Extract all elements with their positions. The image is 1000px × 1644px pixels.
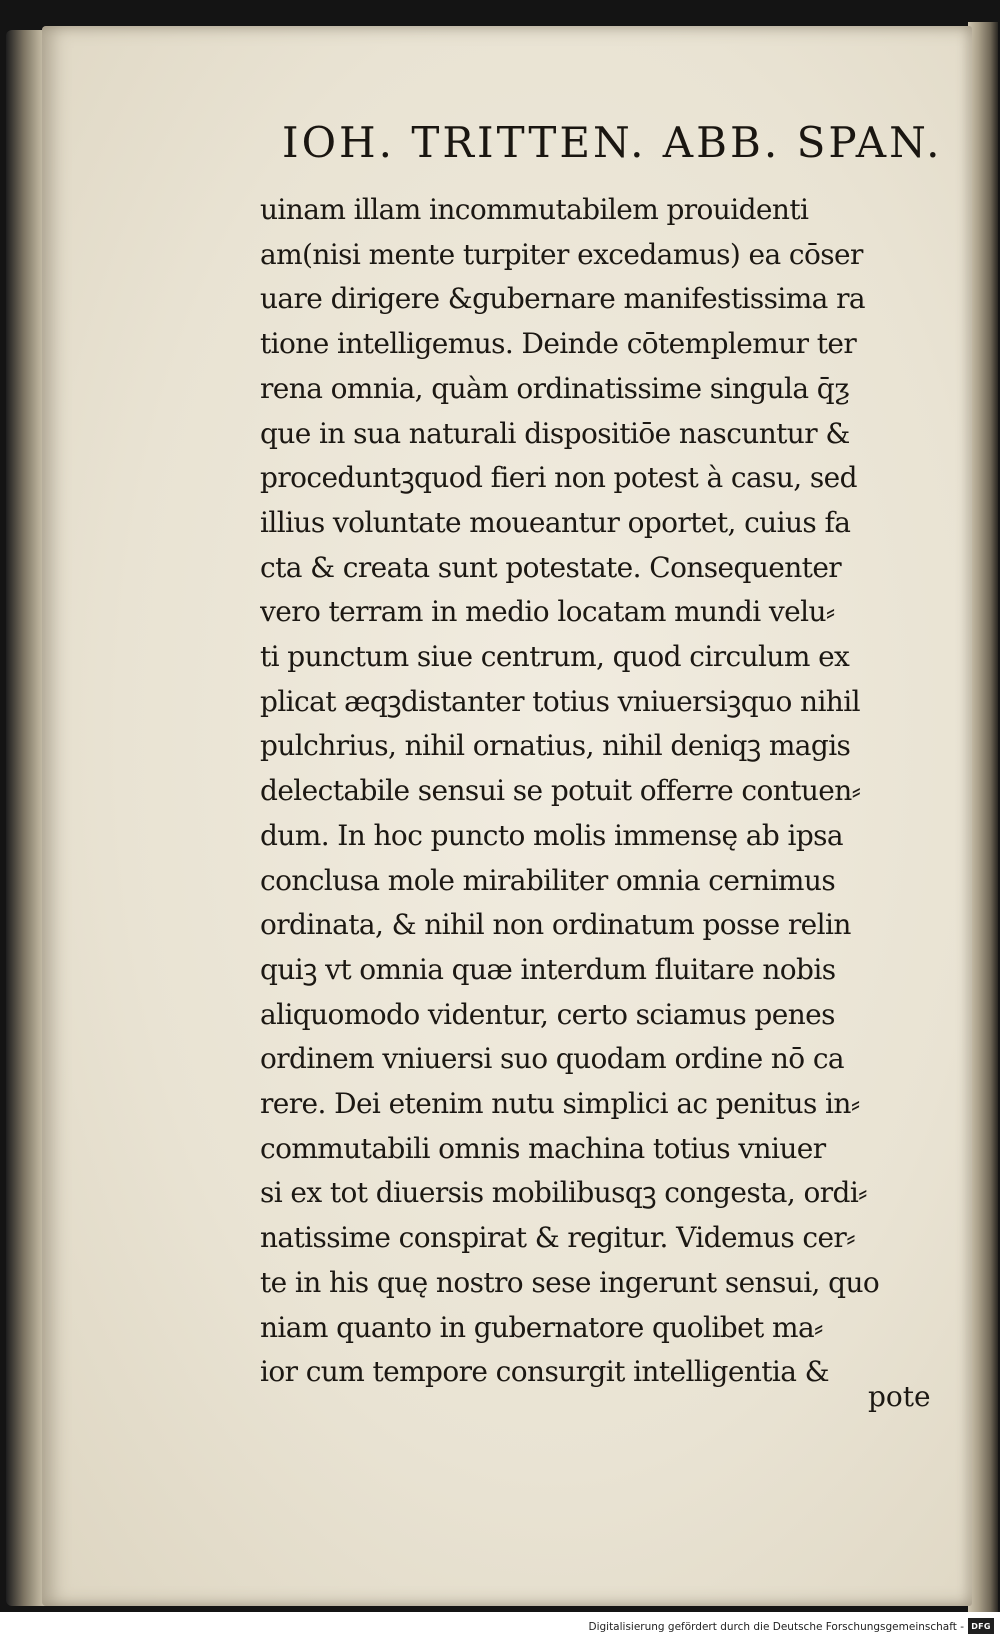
text-line: vero terram in medio locatam mundi velu⸗ (260, 595, 835, 629)
text-line: uinam illam incommutabilem prouidenti (260, 193, 809, 226)
text-line: ordinata, & nihil non ordinatum posse relin (260, 908, 851, 942)
funding-note: Digitalisierung gefördert durch die Deutsche Forschungsgemeinschaft - (588, 1621, 964, 1633)
binding-edge (6, 30, 46, 1606)
text-line: niam quanto in gubernatore quolibet ma⸗ (260, 1310, 823, 1344)
body-text (260, 188, 950, 1395)
text-line: ti punctum siue centrum, quod circulum ex (260, 640, 850, 674)
text-line: tione intelligemus. Deinde cōtemplemur ter (260, 327, 857, 361)
text-line: ior cum tempore consurgit intelligentia & (260, 1355, 829, 1389)
catchword: pote (868, 1380, 931, 1413)
text-line: te in his quę nostro sese ingerunt sensui, quo (260, 1265, 880, 1299)
text-line: commutabili omnis machina totius vniuer (260, 1131, 826, 1165)
text-line: uare dirigere &gubernare manifestissima ra (260, 282, 865, 316)
page-edge (968, 22, 998, 1612)
text-line: ordinem vniuersi suo quodam ordine nō ca (260, 1042, 845, 1076)
text-line: dum. In hoc puncto molis immensę ab ipsa (260, 818, 844, 852)
text-line: natissime conspirat & regitur. Videmus cer⸗ (260, 1221, 855, 1255)
dfg-logo (968, 1618, 994, 1634)
text-line: rena omnia, quàm ordinatissime singula q̄ƺ (260, 371, 850, 405)
text-line: aliquomodo videntur, certo sciamus penes (260, 997, 835, 1031)
running-head: IOH. TRITTEN. ABB. SPAN. (282, 118, 943, 167)
text-line: conclusa mole mirabiliter omnia cernimus (260, 863, 836, 897)
text-line: que in sua naturali dispositiōe nascuntur & (260, 416, 850, 450)
text-line: am(nisi mente turpiter excedamus) ea cōser (260, 237, 863, 271)
text-line: rere. Dei etenim nutu simplici ac penitus in⸗ (260, 1087, 860, 1121)
dfg-logo-text: DFG (971, 1621, 991, 1631)
text-line: cta & creata sunt potestate. Consequenter (260, 550, 842, 584)
text-line: si ex tot diuersis mobilibusqꝫ congesta, ordi⸗ (260, 1176, 867, 1210)
text-line: quiꝫ vt omnia quæ interdum fluitare nobis (260, 952, 836, 986)
text-line: proceduntꝫquod fieri non potest à casu, sed (260, 461, 857, 495)
text-line: plicat æqꝫdistanter totius vniuersiꝫquo nihil (260, 684, 860, 718)
text-line: pulchrius, nihil ornatius, nihil deniqꝫ magis (260, 729, 851, 763)
text-line: illius voluntate moueantur oportet, cuius fa (260, 505, 851, 539)
text-line: delectabile sensui se potuit offerre contuen⸗ (260, 774, 861, 808)
